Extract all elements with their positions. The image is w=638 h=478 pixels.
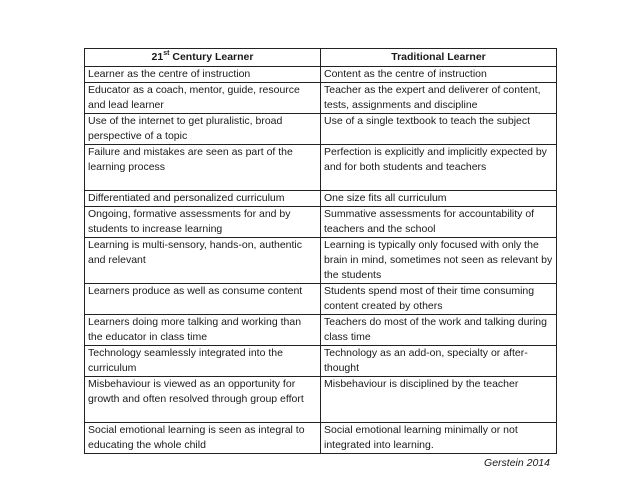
header-col1-suffix: Century Learner — [169, 51, 254, 63]
table-row — [85, 315, 557, 346]
header-col1-sup: st — [163, 49, 170, 57]
cell-traditional: Misbehaviour is disciplined by the teacher — [321, 377, 557, 423]
credit-container — [84, 454, 556, 472]
table-row — [85, 238, 557, 284]
cell-traditional: Content as the centre of instruction — [321, 67, 557, 83]
cell-21st-century: Misbehaviour is viewed as an opportunity for growth and often resolved through group effort — [85, 377, 321, 423]
comparison-table — [84, 48, 557, 454]
cell-21st-century: Ongoing, formative assessments for and by students to increase learning — [85, 207, 321, 238]
header-row — [85, 49, 557, 67]
cell-21st-century: Differentiated and personalized curriculum — [85, 191, 321, 207]
cell-traditional: Perfection is explicitly and implicitly expected by and for both students and teachers — [321, 145, 557, 191]
comparison-document — [84, 48, 556, 472]
cell-traditional: Teachers do most of the work and talking during class time — [321, 315, 557, 346]
header-21st-century-learner — [85, 49, 321, 67]
header-traditional-learner: Traditional Learner — [321, 49, 557, 67]
table-row — [85, 346, 557, 377]
table-row — [85, 207, 557, 238]
cell-traditional: One size fits all curriculum — [321, 191, 557, 207]
cell-21st-century: Use of the internet to get pluralistic, broad perspective of a topic — [85, 114, 321, 145]
cell-21st-century: Educator as a coach, mentor, guide, resource and lead learner — [85, 83, 321, 114]
cell-traditional: Technology as an add-on, specialty or after-thought — [321, 346, 557, 377]
cell-21st-century: Technology seamlessly integrated into the curriculum — [85, 346, 321, 377]
source-credit: Gerstein 2014 — [484, 457, 550, 469]
cell-traditional: Students spend most of their time consuming content created by others — [321, 284, 557, 315]
table-row — [85, 377, 557, 423]
table-row — [85, 284, 557, 315]
table-row — [85, 83, 557, 114]
cell-21st-century: Learners produce as well as consume content — [85, 284, 321, 315]
cell-21st-century: Failure and mistakes are seen as part of the learning process — [85, 145, 321, 191]
cell-traditional: Learning is typically only focused with only the brain in mind, sometimes not seen as relevant by the students — [321, 238, 557, 284]
cell-21st-century: Learners doing more talking and working than the educator in class time — [85, 315, 321, 346]
cell-21st-century: Learning is multi-sensory, hands-on, authentic and relevant — [85, 238, 321, 284]
cell-21st-century: Social emotional learning is seen as integral to educating the whole child — [85, 423, 321, 454]
cell-traditional: Summative assessments for accountability of teachers and the school — [321, 207, 557, 238]
cell-traditional: Social emotional learning minimally or not integrated into learning. — [321, 423, 557, 454]
cell-traditional: Use of a single textbook to teach the subject — [321, 114, 557, 145]
table-row — [85, 114, 557, 145]
cell-21st-century: Learner as the centre of instruction — [85, 67, 321, 83]
table-row — [85, 67, 557, 83]
table-row — [85, 423, 557, 454]
table-row — [85, 145, 557, 191]
table-row — [85, 191, 557, 207]
header-col1-prefix: 21 — [151, 51, 164, 63]
cell-traditional: Teacher as the expert and deliverer of content, tests, assignments and discipline — [321, 83, 557, 114]
